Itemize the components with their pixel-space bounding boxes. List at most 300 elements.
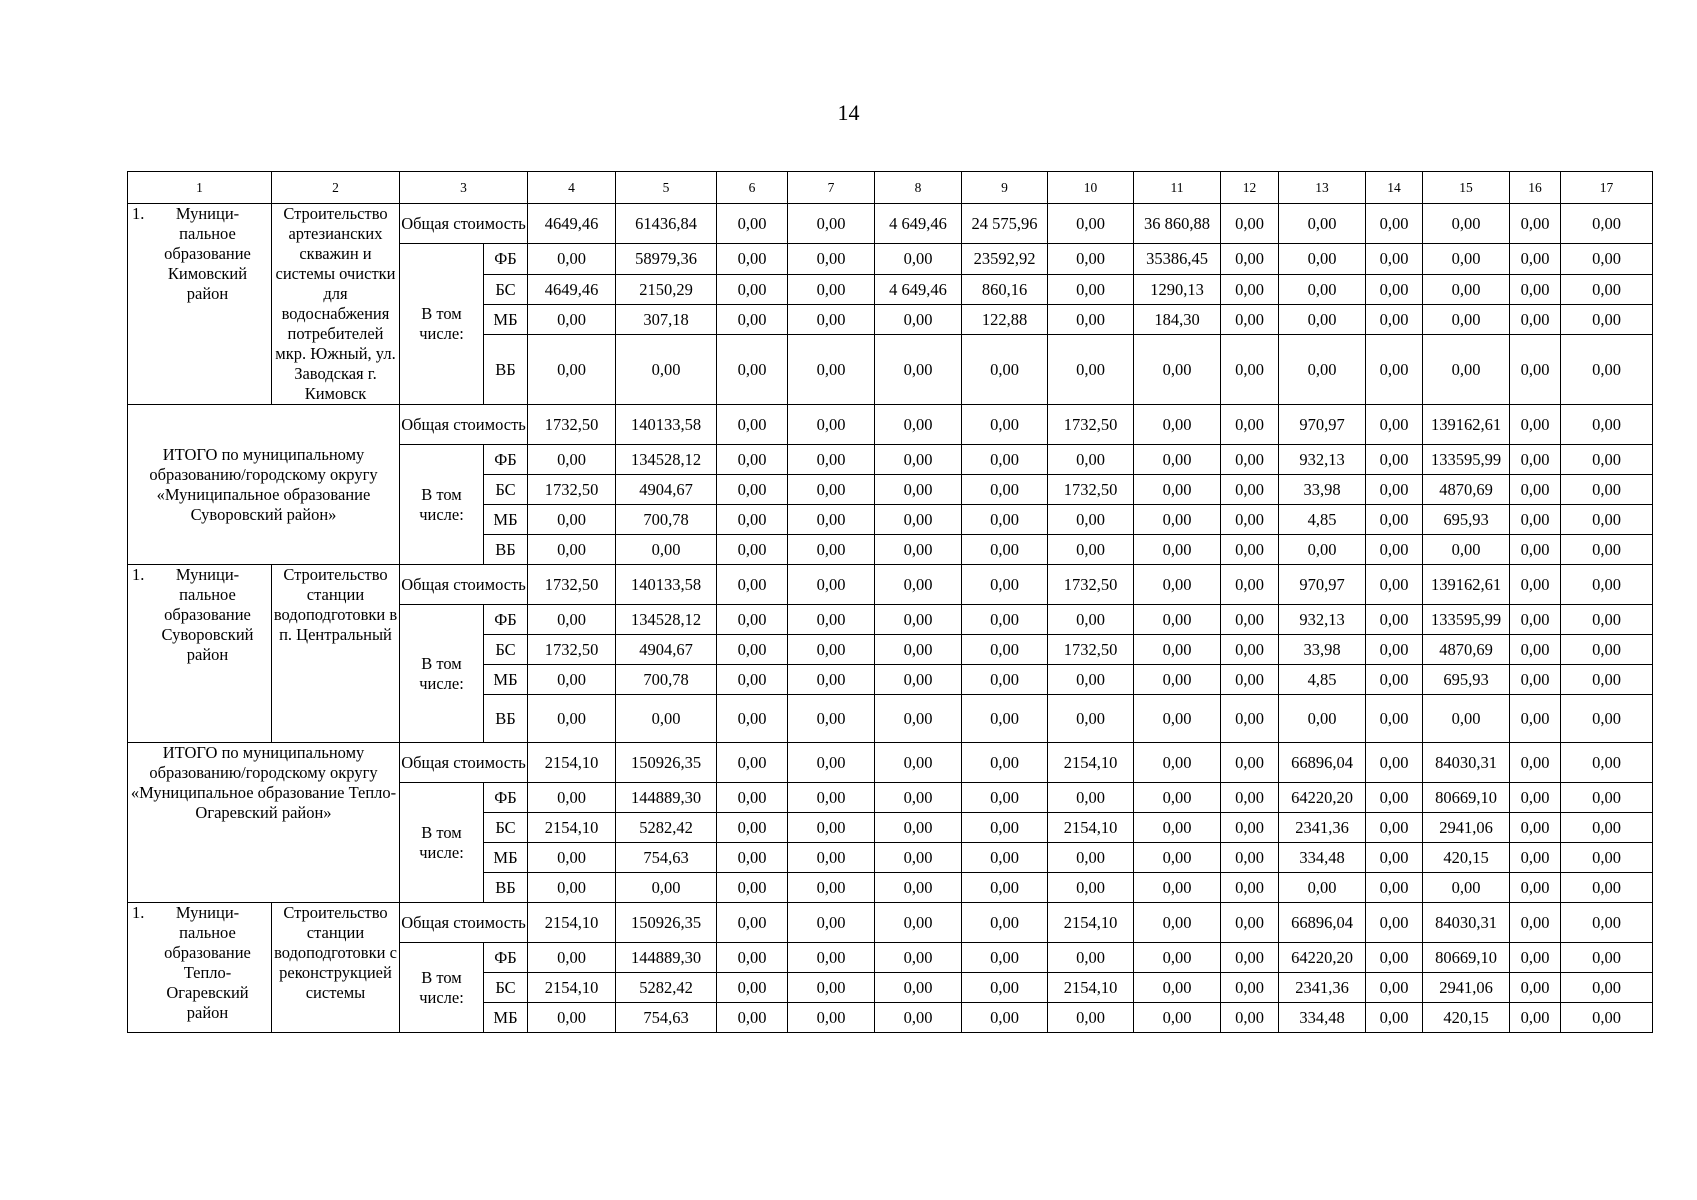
value-cell: 0,00	[1221, 275, 1279, 305]
funding-source: БС	[484, 275, 528, 305]
value-cell: 334,48	[1279, 1003, 1366, 1033]
value-cell: 66896,04	[1279, 743, 1366, 783]
value-cell: 0,00	[962, 783, 1048, 813]
value-cell: 0,00	[616, 335, 717, 405]
value-cell: 1732,50	[528, 475, 616, 505]
funding-source: БС	[484, 813, 528, 843]
value-cell: 970,97	[1279, 565, 1366, 605]
value-cell: 0,00	[717, 665, 788, 695]
value-cell: 0,00	[717, 505, 788, 535]
value-cell: 184,30	[1134, 305, 1221, 335]
value-cell: 0,00	[962, 743, 1048, 783]
project-name: Строительство станции водоподготовки с реконструкцией системы	[272, 903, 400, 1033]
value-cell: 0,00	[528, 1003, 616, 1033]
value-cell: 0,00	[788, 783, 875, 813]
value-cell: 0,00	[1221, 535, 1279, 565]
value-cell: 0,00	[1134, 605, 1221, 635]
value-cell: 0,00	[1221, 445, 1279, 475]
value-cell: 0,00	[1561, 275, 1653, 305]
value-cell: 84030,31	[1423, 903, 1510, 943]
value-cell: 4904,67	[616, 635, 717, 665]
including-label: В том числе:	[400, 783, 484, 903]
value-cell: 0,00	[788, 873, 875, 903]
column-number: 8	[875, 172, 962, 204]
value-cell: 134528,12	[616, 445, 717, 475]
value-cell: 0,00	[962, 813, 1048, 843]
value-cell: 0,00	[616, 695, 717, 743]
value-cell: 0,00	[1366, 973, 1423, 1003]
value-cell: 0,00	[1561, 783, 1653, 813]
value-cell: 0,00	[875, 665, 962, 695]
value-cell: 0,00	[962, 335, 1048, 405]
value-cell: 0,00	[1279, 275, 1366, 305]
table-row	[128, 743, 1653, 783]
value-cell: 0,00	[1134, 843, 1221, 873]
table-row	[128, 405, 1653, 445]
value-cell: 0,00	[1366, 903, 1423, 943]
value-cell: 0,00	[788, 475, 875, 505]
value-cell: 0,00	[1134, 635, 1221, 665]
value-cell: 0,00	[962, 695, 1048, 743]
value-cell: 0,00	[962, 505, 1048, 535]
value-cell: 0,00	[717, 843, 788, 873]
value-cell: 0,00	[1423, 873, 1510, 903]
value-cell: 0,00	[717, 635, 788, 665]
value-cell: 0,00	[1510, 405, 1561, 445]
value-cell: 0,00	[1510, 445, 1561, 475]
value-cell: 0,00	[1048, 873, 1134, 903]
value-cell: 0,00	[1221, 475, 1279, 505]
value-cell: 307,18	[616, 305, 717, 335]
value-cell: 0,00	[1048, 305, 1134, 335]
value-cell: 0,00	[1221, 973, 1279, 1003]
value-cell: 0,00	[875, 565, 962, 605]
value-cell: 0,00	[1221, 505, 1279, 535]
municipality-name: Муници-пальное образование Кимовский район	[164, 204, 251, 303]
value-cell: 0,00	[1561, 535, 1653, 565]
funding-source: БС	[484, 973, 528, 1003]
value-cell: 0,00	[1561, 973, 1653, 1003]
value-cell: 0,00	[788, 565, 875, 605]
project-name: Строительство станции водоподготовки в п. Центральный	[272, 565, 400, 743]
value-cell: 0,00	[1279, 204, 1366, 244]
value-cell: 0,00	[1510, 943, 1561, 973]
including-label: В том числе:	[400, 445, 484, 565]
funding-source: МБ	[484, 305, 528, 335]
value-cell: 0,00	[1221, 783, 1279, 813]
value-cell: 0,00	[1134, 665, 1221, 695]
value-cell: 0,00	[528, 695, 616, 743]
value-cell: 0,00	[1561, 903, 1653, 943]
value-cell: 0,00	[962, 605, 1048, 635]
value-cell: 0,00	[1048, 695, 1134, 743]
value-cell: 1732,50	[528, 405, 616, 445]
value-cell: 860,16	[962, 275, 1048, 305]
value-cell: 0,00	[1134, 873, 1221, 903]
funding-source: ВБ	[484, 873, 528, 903]
value-cell: 0,00	[788, 335, 875, 405]
value-cell: 2154,10	[528, 743, 616, 783]
value-cell: 0,00	[788, 843, 875, 873]
value-cell: 0,00	[1510, 605, 1561, 635]
value-cell: 0,00	[1561, 335, 1653, 405]
value-cell: 0,00	[1134, 813, 1221, 843]
value-cell: 420,15	[1423, 1003, 1510, 1033]
value-cell: 0,00	[875, 445, 962, 475]
value-cell: 0,00	[1134, 475, 1221, 505]
value-cell: 0,00	[1510, 335, 1561, 405]
value-cell: 0,00	[1134, 743, 1221, 783]
total-cost-label: Общая стоимость	[400, 743, 528, 783]
value-cell: 0,00	[1561, 813, 1653, 843]
value-cell: 0,00	[1366, 873, 1423, 903]
value-cell: 0,00	[1561, 405, 1653, 445]
value-cell: 0,00	[1134, 405, 1221, 445]
value-cell: 0,00	[1366, 244, 1423, 275]
value-cell: 0,00	[875, 605, 962, 635]
value-cell: 144889,30	[616, 783, 717, 813]
value-cell: 0,00	[788, 405, 875, 445]
value-cell: 0,00	[1366, 1003, 1423, 1033]
value-cell: 0,00	[962, 973, 1048, 1003]
value-cell: 0,00	[1221, 843, 1279, 873]
value-cell: 139162,61	[1423, 565, 1510, 605]
municipality-name: Муници-пальное образование Тепло-Огаревский район	[164, 903, 251, 1022]
value-cell: 139162,61	[1423, 405, 1510, 445]
value-cell: 0,00	[1510, 505, 1561, 535]
value-cell: 0,00	[1561, 635, 1653, 665]
value-cell: 0,00	[1366, 783, 1423, 813]
value-cell: 0,00	[1366, 743, 1423, 783]
value-cell: 4,85	[1279, 665, 1366, 695]
value-cell: 2154,10	[1048, 973, 1134, 1003]
value-cell: 0,00	[1048, 275, 1134, 305]
value-cell: 0,00	[528, 943, 616, 973]
value-cell: 2941,06	[1423, 973, 1510, 1003]
value-cell: 0,00	[1221, 244, 1279, 275]
budget-table	[127, 171, 1653, 1033]
value-cell: 0,00	[875, 695, 962, 743]
value-cell: 0,00	[788, 1003, 875, 1033]
value-cell: 0,00	[1510, 275, 1561, 305]
municipality-cell	[128, 565, 272, 743]
value-cell: 0,00	[1510, 305, 1561, 335]
table-row	[128, 903, 1653, 943]
value-cell: 0,00	[1221, 665, 1279, 695]
value-cell: 0,00	[616, 535, 717, 565]
value-cell: 0,00	[1048, 1003, 1134, 1033]
value-cell: 0,00	[717, 605, 788, 635]
including-label: В том числе:	[400, 244, 484, 405]
value-cell: 0,00	[875, 335, 962, 405]
column-number: 15	[1423, 172, 1510, 204]
value-cell: 0,00	[717, 275, 788, 305]
value-cell: 2941,06	[1423, 813, 1510, 843]
value-cell: 0,00	[717, 813, 788, 843]
value-cell: 695,93	[1423, 665, 1510, 695]
value-cell: 0,00	[1366, 565, 1423, 605]
value-cell: 0,00	[962, 1003, 1048, 1033]
value-cell: 1732,50	[528, 635, 616, 665]
total-cost-label: Общая стоимость	[400, 405, 528, 445]
total-cost-label: Общая стоимость	[400, 903, 528, 943]
value-cell: 0,00	[717, 445, 788, 475]
value-cell: 0,00	[788, 535, 875, 565]
value-cell: 0,00	[717, 244, 788, 275]
value-cell: 0,00	[788, 275, 875, 305]
page-number: 14	[837, 100, 860, 125]
value-cell: 0,00	[962, 475, 1048, 505]
value-cell: 1732,50	[528, 565, 616, 605]
value-cell: 0,00	[528, 605, 616, 635]
column-number: 5	[616, 172, 717, 204]
value-cell: 0,00	[1366, 605, 1423, 635]
funding-source: МБ	[484, 505, 528, 535]
value-cell: 0,00	[717, 565, 788, 605]
funding-source: ФБ	[484, 783, 528, 813]
value-cell: 0,00	[788, 445, 875, 475]
value-cell: 0,00	[1366, 475, 1423, 505]
value-cell: 0,00	[717, 405, 788, 445]
value-cell: 0,00	[962, 535, 1048, 565]
value-cell: 2341,36	[1279, 973, 1366, 1003]
value-cell: 0,00	[1221, 903, 1279, 943]
value-cell: 1732,50	[1048, 475, 1134, 505]
value-cell: 33,98	[1279, 475, 1366, 505]
value-cell: 700,78	[616, 505, 717, 535]
value-cell: 4870,69	[1423, 475, 1510, 505]
value-cell: 0,00	[1561, 943, 1653, 973]
value-cell: 4 649,46	[875, 204, 962, 244]
municipality-cell	[128, 903, 272, 1033]
value-cell: 0,00	[1561, 305, 1653, 335]
value-cell: 0,00	[528, 244, 616, 275]
value-cell: 970,97	[1279, 405, 1366, 445]
value-cell: 144889,30	[616, 943, 717, 973]
value-cell: 0,00	[1366, 943, 1423, 973]
value-cell: 0,00	[1048, 665, 1134, 695]
value-cell: 150926,35	[616, 743, 717, 783]
value-cell: 64220,20	[1279, 783, 1366, 813]
value-cell: 0,00	[1279, 305, 1366, 335]
value-cell: 0,00	[962, 635, 1048, 665]
value-cell: 2154,10	[528, 903, 616, 943]
value-cell: 0,00	[528, 873, 616, 903]
value-cell: 420,15	[1423, 843, 1510, 873]
including-label: В том числе:	[400, 605, 484, 743]
value-cell: 0,00	[1048, 244, 1134, 275]
value-cell: 140133,58	[616, 405, 717, 445]
value-cell: 0,00	[875, 943, 962, 973]
value-cell: 0,00	[1366, 843, 1423, 873]
column-number: 10	[1048, 172, 1134, 204]
value-cell: 0,00	[962, 943, 1048, 973]
value-cell: 0,00	[1510, 695, 1561, 743]
value-cell: 0,00	[1221, 635, 1279, 665]
value-cell: 0,00	[1048, 843, 1134, 873]
value-cell: 0,00	[1510, 743, 1561, 783]
value-cell: 0,00	[1366, 445, 1423, 475]
value-cell: 5282,42	[616, 813, 717, 843]
value-cell: 0,00	[1561, 505, 1653, 535]
value-cell: 0,00	[875, 305, 962, 335]
value-cell: 4,85	[1279, 505, 1366, 535]
value-cell: 0,00	[528, 535, 616, 565]
value-cell: 0,00	[717, 743, 788, 783]
value-cell: 0,00	[875, 873, 962, 903]
value-cell: 0,00	[1221, 1003, 1279, 1033]
value-cell: 0,00	[1510, 204, 1561, 244]
value-cell: 0,00	[1510, 813, 1561, 843]
value-cell: 64220,20	[1279, 943, 1366, 973]
column-number: 11	[1134, 172, 1221, 204]
value-cell: 0,00	[962, 565, 1048, 605]
value-cell: 0,00	[1510, 665, 1561, 695]
municipality-name: Муници-пальное образование Суворовский район	[161, 565, 254, 664]
value-cell: 0,00	[1510, 635, 1561, 665]
including-label: В том числе:	[400, 943, 484, 1033]
value-cell: 932,13	[1279, 605, 1366, 635]
value-cell: 0,00	[875, 244, 962, 275]
value-cell: 0,00	[1134, 903, 1221, 943]
value-cell: 150926,35	[616, 903, 717, 943]
value-cell: 0,00	[528, 445, 616, 475]
column-number: 4	[528, 172, 616, 204]
value-cell: 0,00	[1221, 743, 1279, 783]
value-cell: 2154,10	[1048, 903, 1134, 943]
column-number: 14	[1366, 172, 1423, 204]
value-cell: 0,00	[1048, 605, 1134, 635]
value-cell: 0,00	[1561, 743, 1653, 783]
value-cell: 23592,92	[962, 244, 1048, 275]
value-cell: 0,00	[1134, 535, 1221, 565]
value-cell: 0,00	[1221, 873, 1279, 903]
value-cell: 0,00	[1561, 665, 1653, 695]
table-row	[128, 204, 1653, 244]
value-cell: 0,00	[1366, 305, 1423, 335]
value-cell: 0,00	[1423, 335, 1510, 405]
value-cell: 0,00	[788, 505, 875, 535]
value-cell: 0,00	[788, 244, 875, 275]
value-cell: 0,00	[1134, 335, 1221, 405]
value-cell: 0,00	[528, 843, 616, 873]
value-cell: 35386,45	[1134, 244, 1221, 275]
value-cell: 0,00	[1510, 475, 1561, 505]
value-cell: 0,00	[717, 873, 788, 903]
value-cell: 0,00	[1048, 535, 1134, 565]
value-cell: 0,00	[1561, 204, 1653, 244]
value-cell: 0,00	[1279, 335, 1366, 405]
column-number: 1	[128, 172, 272, 204]
value-cell: 0,00	[717, 1003, 788, 1033]
value-cell: 0,00	[717, 943, 788, 973]
value-cell: 4649,46	[528, 204, 616, 244]
value-cell: 0,00	[875, 973, 962, 1003]
column-number: 13	[1279, 172, 1366, 204]
value-cell: 0,00	[788, 204, 875, 244]
value-cell: 0,00	[528, 665, 616, 695]
column-number: 2	[272, 172, 400, 204]
value-cell: 0,00	[1221, 335, 1279, 405]
value-cell: 0,00	[1221, 605, 1279, 635]
value-cell: 0,00	[528, 305, 616, 335]
value-cell: 0,00	[875, 743, 962, 783]
value-cell: 4649,46	[528, 275, 616, 305]
value-cell: 0,00	[962, 445, 1048, 475]
column-number: 17	[1561, 172, 1653, 204]
funding-source: БС	[484, 635, 528, 665]
value-cell: 0,00	[1561, 605, 1653, 635]
value-cell: 0,00	[788, 903, 875, 943]
value-cell: 0,00	[616, 873, 717, 903]
value-cell: 0,00	[717, 783, 788, 813]
value-cell: 0,00	[788, 813, 875, 843]
value-cell: 0,00	[1366, 535, 1423, 565]
value-cell: 0,00	[875, 783, 962, 813]
value-cell: 2154,10	[1048, 743, 1134, 783]
value-cell: 1732,50	[1048, 405, 1134, 445]
value-cell: 2150,29	[616, 275, 717, 305]
value-cell: 0,00	[875, 813, 962, 843]
column-number: 6	[717, 172, 788, 204]
total-cost-label: Общая стоимость	[400, 565, 528, 605]
value-cell: 0,00	[1134, 505, 1221, 535]
value-cell: 1290,13	[1134, 275, 1221, 305]
value-cell: 695,93	[1423, 505, 1510, 535]
value-cell: 0,00	[1561, 475, 1653, 505]
value-cell: 0,00	[1561, 873, 1653, 903]
value-cell: 0,00	[1366, 505, 1423, 535]
value-cell: 134528,12	[616, 605, 717, 635]
value-cell: 0,00	[1134, 565, 1221, 605]
total-cost-label: Общая стоимость	[400, 204, 528, 244]
value-cell: 0,00	[717, 204, 788, 244]
funding-source: МБ	[484, 1003, 528, 1033]
project-name: Строительство артезианских скважин и системы очистки для водоснабжения потребителей мкр. Южный, ул. Заводская г. Кимовск	[272, 204, 400, 405]
value-cell: 0,00	[788, 743, 875, 783]
value-cell: 0,00	[875, 405, 962, 445]
value-cell: 61436,84	[616, 204, 717, 244]
value-cell: 0,00	[1134, 973, 1221, 1003]
funding-source: ФБ	[484, 605, 528, 635]
funding-source: БС	[484, 475, 528, 505]
value-cell: 0,00	[1561, 244, 1653, 275]
value-cell: 0,00	[717, 305, 788, 335]
total-title: ИТОГО по муниципальному образованию/городскому округу «Муниципальное образование Суворовский район»	[128, 405, 400, 565]
value-cell: 0,00	[1279, 244, 1366, 275]
value-cell: 0,00	[875, 903, 962, 943]
value-cell: 0,00	[1221, 565, 1279, 605]
value-cell: 0,00	[1221, 695, 1279, 743]
value-cell: 0,00	[1221, 305, 1279, 335]
table-row	[128, 565, 1653, 605]
value-cell: 0,00	[1048, 335, 1134, 405]
value-cell: 700,78	[616, 665, 717, 695]
value-cell: 0,00	[1423, 244, 1510, 275]
value-cell: 0,00	[717, 695, 788, 743]
value-cell: 140133,58	[616, 565, 717, 605]
value-cell: 0,00	[1221, 943, 1279, 973]
column-number: 16	[1510, 172, 1561, 204]
value-cell: 0,00	[962, 405, 1048, 445]
funding-source: ФБ	[484, 244, 528, 275]
value-cell: 0,00	[962, 903, 1048, 943]
funding-source: ФБ	[484, 943, 528, 973]
value-cell: 0,00	[717, 535, 788, 565]
value-cell: 0,00	[875, 505, 962, 535]
value-cell: 80669,10	[1423, 943, 1510, 973]
value-cell: 0,00	[1221, 204, 1279, 244]
